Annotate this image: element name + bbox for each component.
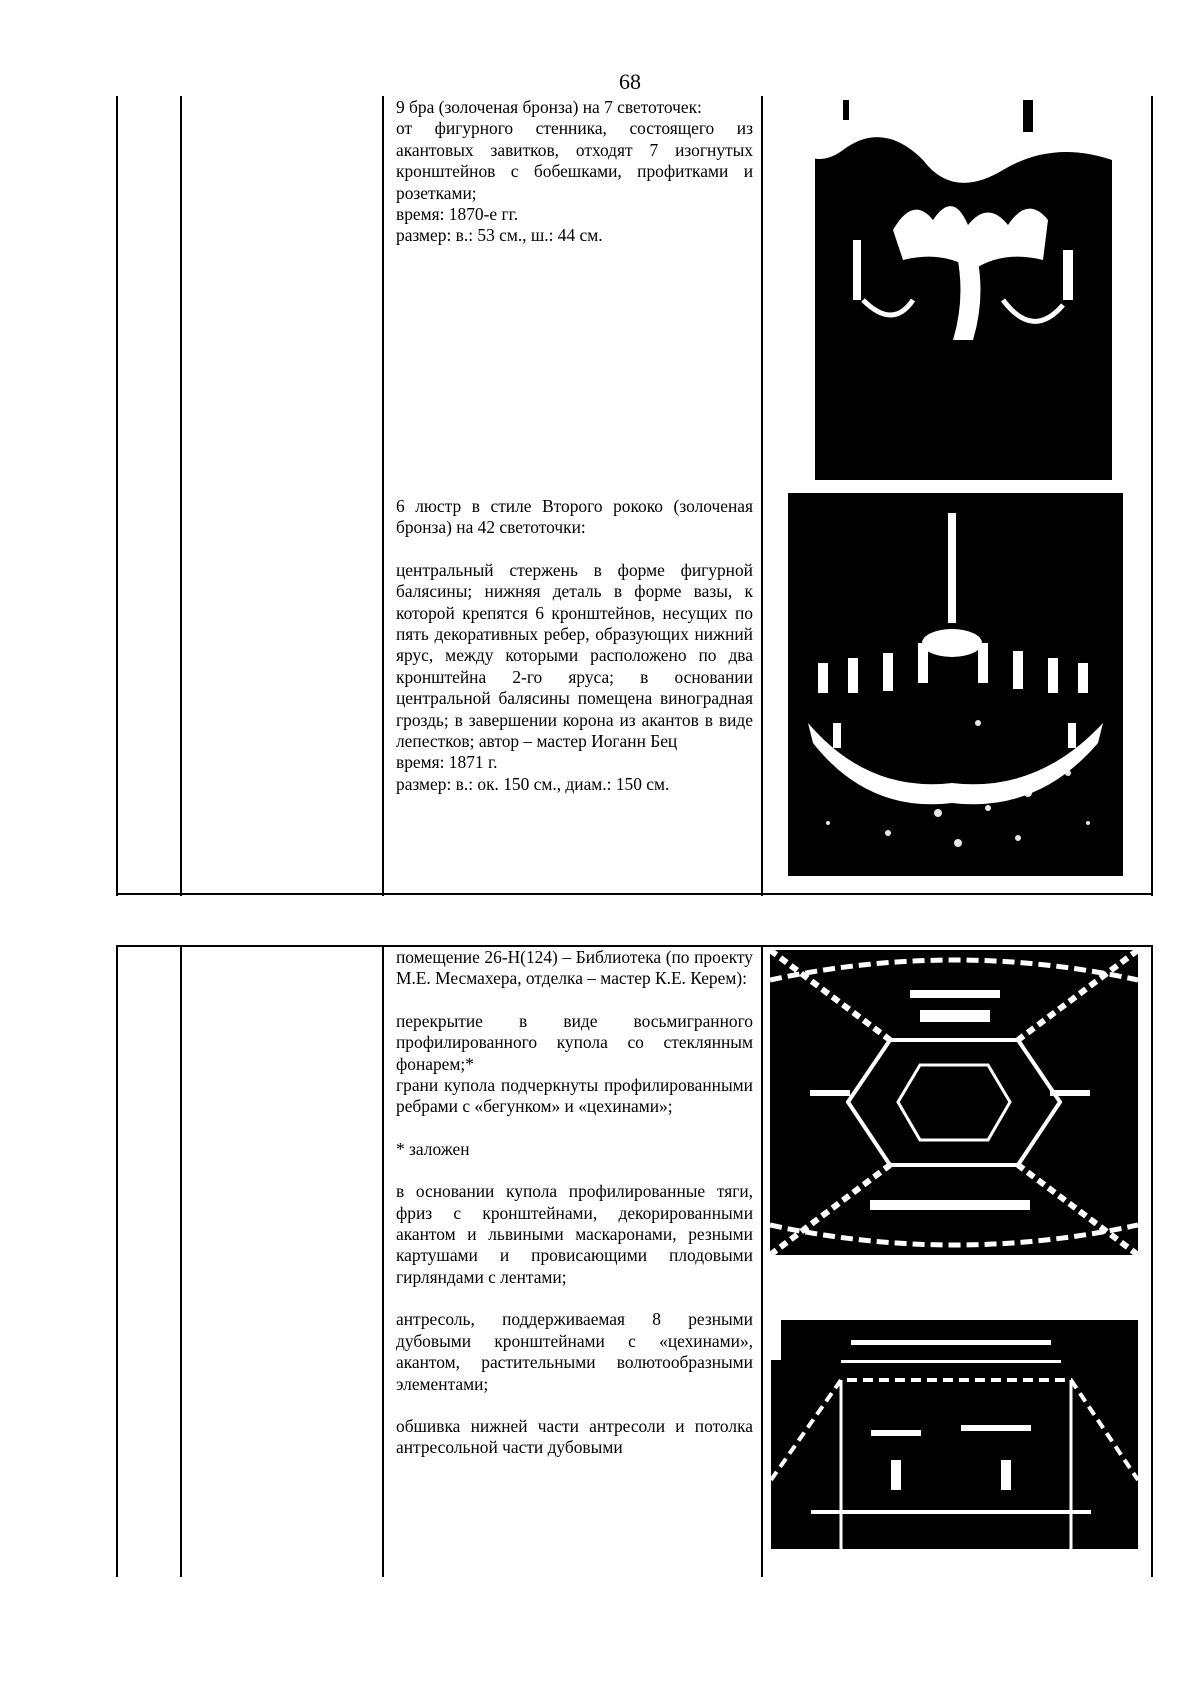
library-cladding: обшивка нижней части антресоли и потолка антресольной части дубовыми [396, 1415, 753, 1458]
table-1-left-border [116, 96, 118, 896]
table-2-divider-2 [382, 945, 384, 1577]
sconce-time: время: 1870-е гг. [396, 204, 519, 225]
sconce-photo [803, 100, 1112, 480]
sconce-text [396, 97, 753, 247]
library-footnote: * заложен [396, 1138, 470, 1159]
table-2-divider-1 [180, 945, 182, 1577]
table-1-bottom-border [116, 893, 1153, 895]
page-number: 68 [619, 69, 641, 94]
library-dome-edges: грани купола подчеркнуты профилированными ребрами с «бегунком» и «цехинами»; [396, 1075, 753, 1117]
sconce-size: размер: в.: 53 см., ш.: 44 см. [396, 225, 603, 246]
table-1-divider-3 [761, 96, 763, 896]
chandelier-size: размер: в.: ок. 150 см., диам.: 150 см. [396, 773, 670, 794]
library-room: помещение 26-Н(124) – Библиотека (по проекту М.Е. Месмахера, отделка – мастер К.Е. Керем): [396, 947, 753, 989]
table-2-left-border [116, 945, 118, 1577]
table-1-right-border [1151, 96, 1153, 896]
frieze-photo [771, 1320, 1138, 1549]
dome-photo [770, 950, 1138, 1255]
library-mezzanine: антресоль, поддерживаемая 8 резными дубовыми кронштейнами с «цехинами», акантом, растительными волютообразными элементами; [396, 1309, 753, 1394]
chandelier-text [396, 496, 753, 795]
table-2-right-border [1151, 945, 1153, 1577]
chandelier-title: 6 люстр в стиле Второго рококо (золоченая бронза) на 42 светоточки: [396, 496, 753, 538]
library-ceiling: перекрытие в виде восьмигранного профилированного купола со стеклянным фонарем;* [396, 1010, 753, 1074]
chandelier-description: центральный стержень в форме фигурной балясины; нижняя деталь в форме вазы, к которой крепятся 6 кронштейнов, несущих по пять декоративных ребер, образующих нижний ярус, между которыми расположено по два кронштейна 2-го яруса; в основании центральной балясины помещена виноградная гроздь; в завершении корона из акантов в виде лепестков; автор – мастер Иоганн Бец [396, 559, 753, 752]
table-1-divider-2 [382, 96, 384, 896]
table-1-divider-1 [180, 96, 182, 896]
sconce-description: от фигурного стенника, состоящего из акантовых завитков, отходят 7 изогнутых кронштейнов с бобешками, профитками и розетками; [396, 118, 753, 203]
sconce-title: 9 бра (золоченая бронза) на 7 светоточек: [396, 97, 702, 117]
library-text [396, 947, 753, 1459]
chandelier-time: время: 1871 г. [396, 752, 498, 773]
chandelier-photo [788, 493, 1123, 876]
table-2-divider-3 [761, 945, 763, 1577]
library-frieze: в основании купола профилированные тяги, фриз с кронштейнами, декорированными акантом и львиными маскаронами, резными картушами и провисающими плодовыми гирляндами с лентами; [396, 1181, 753, 1287]
